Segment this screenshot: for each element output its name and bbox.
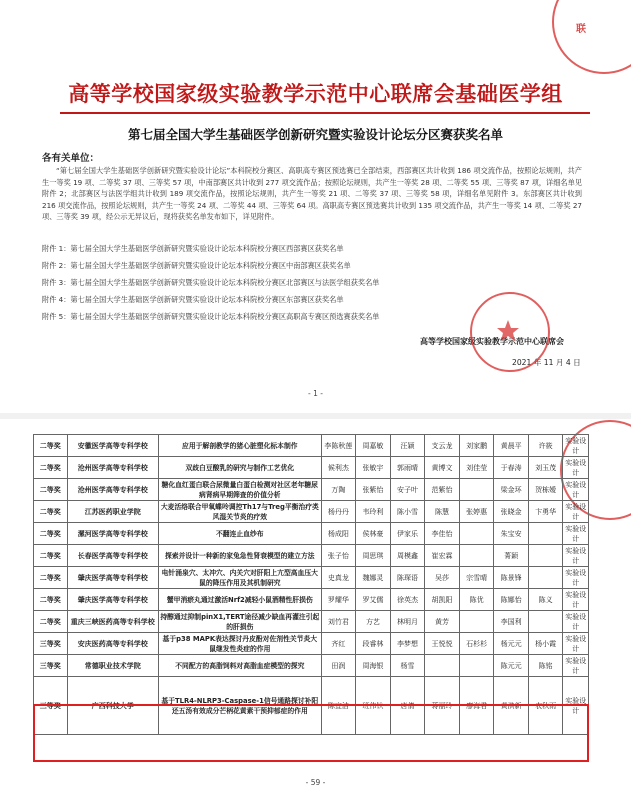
cell-m4 <box>425 655 460 677</box>
cell-m1: 齐红 <box>321 633 356 655</box>
cell-type: 实验设计 <box>563 655 589 677</box>
signature-org: 高等学校国家级实验教学示范中心联席会 <box>420 337 564 346</box>
cell-type: 实验设计 <box>563 479 589 501</box>
salutation: 各有关单位： <box>42 153 100 164</box>
table-row <box>34 589 589 611</box>
cell-m1: 张子怡 <box>321 545 356 567</box>
cell-m4: 黄芳 <box>425 611 460 633</box>
table-row <box>34 633 589 655</box>
cell-m5 <box>459 523 494 545</box>
page-separator <box>0 413 631 419</box>
cell-m1: 候利杰 <box>321 457 356 479</box>
page-number-1: - 1 - <box>308 389 323 398</box>
cell-t1: 陈娜怡 <box>494 589 529 611</box>
cell-t2: 杨小霞 <box>528 633 563 655</box>
cell-m1: 史真龙 <box>321 567 356 589</box>
cell-m2: 韦玲利 <box>356 501 391 523</box>
cell-proj: 蟹甲消瘀丸通过激活Nrf2减轻小鼠酒精性肝损伤 <box>159 589 322 611</box>
cell-t1: 梁金环 <box>494 479 529 501</box>
cell-m1: 万陶 <box>321 479 356 501</box>
cell-m4: 范紫怡 <box>425 479 460 501</box>
cell-school: 长春医学高等专科学校 <box>67 545 158 567</box>
cell-type: 实验设计 <box>563 567 589 589</box>
cell-t1: 菁颖 <box>494 545 529 567</box>
cell-type: 实验设计 <box>563 611 589 633</box>
cell-grade: 二等奖 <box>34 567 68 589</box>
cell-m2: 周思琪 <box>356 545 391 567</box>
seal-lettering: 联 <box>576 24 586 35</box>
cell-grade: 二等奖 <box>34 457 68 479</box>
cell-m4: 黄博文 <box>425 457 460 479</box>
signature-date: 2021 年 11 月 4 日 <box>512 358 581 367</box>
cell-m1: 杨丹丹 <box>321 501 356 523</box>
cell-t1: 于春涛 <box>494 457 529 479</box>
cell-t2: 农秋雨 <box>528 677 563 735</box>
cell-grade: 二等奖 <box>34 435 68 457</box>
cell-proj: 不翻连止血纱布 <box>159 523 322 545</box>
table-row <box>34 479 589 501</box>
cell-m5: 刘佳莹 <box>459 457 494 479</box>
cell-m5: 张婷惠 <box>459 501 494 523</box>
cell-t2: 刘玉茂 <box>528 457 563 479</box>
cell-m2: 段睿林 <box>356 633 391 655</box>
cell-grade: 二等奖 <box>34 479 68 501</box>
official-seal-signature <box>470 292 550 372</box>
attachment-1: 附件 1：第七届全国大学生基础医学创新研究暨实验设计论坛本科院校分赛区西部赛区获奖名单 <box>42 244 344 253</box>
cell-type: 实验设计 <box>563 633 589 655</box>
cell-m3: 林明月 <box>390 611 425 633</box>
cell-m2: 张紫怡 <box>356 479 391 501</box>
cell-m1: 杨成阳 <box>321 523 356 545</box>
cell-m5: 廖海君 <box>459 677 494 735</box>
cell-proj: 探索并设计一种新的家兔急性肾衰模型的建立方法 <box>159 545 322 567</box>
body-paragraph: “第七届全国大学生基础医学创新研究暨实验设计论坛”本科院校分赛区、高职高专赛区预选赛已全部结束，西部赛区共计收到 186 项交流作品，按照论坛规则，共产生一等奖 19 项、二等奖 37 项、三等奖 57 项，中南部赛区共计收到 277 项交流作品；按照论坛规则，共产生一等奖 28 项、二等奖 55 项、三等奖 87 项，详细名单见附件 2；北部赛区与法医学组共计收到 189 项交流作品，按照论坛规则，共产生一等奖 21 项、二等奖 37 项、三等奖 58 项，详细名单见附件 3。东部赛区共计收到 216 项交流作品，按照论坛规则，共产生一等奖 24 项、二等奖 44 项、三等奖 64 项。高职高专赛区预选赛共计收到 135 项交流作品，共产生一等奖 14 项、二等奖 27 项、三等奖 39 项，经公示无异议后，现将获奖名单发布如下，详见附件。 <box>42 166 582 222</box>
page-number-59: - 59 - <box>305 778 326 787</box>
cell-m4: 崔宏霖 <box>425 545 460 567</box>
cell-m3: 徐英杰 <box>390 589 425 611</box>
table-row <box>34 523 589 545</box>
cell-proj: 基于p38 MAPK表达探讨丹皮酚对佐剂性关节炎大鼠继发性炎症的作用 <box>159 633 322 655</box>
org-title: 高等学校国家级实验教学示范中心联席会基础医学组 <box>68 82 563 106</box>
attachment-3: 附件 3：第七届全国大学生基础医学创新研究暨实验设计论坛本科院校分赛区北部赛区与法医学组获奖名单 <box>42 278 380 287</box>
cell-m5 <box>459 655 494 677</box>
cell-m1: 李陈秋莲 <box>321 435 356 457</box>
attachment-2: 附件 2：第七届全国大学生基础医学创新研究暨实验设计论坛本科院校分赛区中南部赛区获奖名单 <box>42 261 351 270</box>
cell-t2 <box>528 567 563 589</box>
cell-m5 <box>459 545 494 567</box>
cell-t2: 许筱 <box>528 435 563 457</box>
cell-t1: 黄晨平 <box>494 435 529 457</box>
cell-m4: 蒋丽玲 <box>425 677 460 735</box>
cell-m3: 汪颖 <box>390 435 425 457</box>
cell-school: 安庆医药高等专科学校 <box>67 633 158 655</box>
cell-m3: 安子叶 <box>390 479 425 501</box>
cell-school: 广西科技大学 <box>67 677 158 735</box>
cell-proj: 大麦活络联合甲氧蝶呤调控Th17与Treg平衡治疗类风湿关节炎的疗效 <box>159 501 322 523</box>
cell-t2: 贺栋嫒 <box>528 479 563 501</box>
cell-t2: 陈铭 <box>528 655 563 677</box>
cell-m4: 胡凯阳 <box>425 589 460 611</box>
cell-school: 重庆三峡医药高等专科学校 <box>67 611 158 633</box>
cell-t2: 卞勇华 <box>528 501 563 523</box>
cell-m3: 郭雨晴 <box>390 457 425 479</box>
cell-type: 实验设计 <box>563 677 589 735</box>
cell-m2: 周嘉敏 <box>356 435 391 457</box>
official-seal-top <box>552 0 631 74</box>
cell-type: 实验设计 <box>563 545 589 567</box>
cell-grade: 二等奖 <box>34 611 68 633</box>
cell-type: 实验设计 <box>563 435 589 457</box>
cell-m2: 张敏宇 <box>356 457 391 479</box>
cell-m1: 刘竹君 <box>321 611 356 633</box>
cell-proj: 持醇通过抑制pinX1,TERT途径减少缺血再灌注引起的肝损伤 <box>160 612 320 631</box>
attachment-4: 附件 4：第七届全国大学生基础医学创新研究暨实验设计论坛本科院校分赛区东部赛区获奖名单 <box>42 295 344 304</box>
table-row <box>34 545 589 567</box>
cell-school: 肇庆医学高等专科学校 <box>67 567 158 589</box>
cell-grade: 三等奖 <box>34 655 68 677</box>
table-row <box>34 655 589 677</box>
cell-proj: 应用于解剖教学的猪心脏塑化标本制作 <box>159 435 322 457</box>
cell-m2: 侯林豪 <box>356 523 391 545</box>
cell-t2 <box>528 545 563 567</box>
table-row <box>34 435 589 457</box>
cell-t1: 朱宝安 <box>494 523 529 545</box>
cell-t1: 黄洪新 <box>494 677 529 735</box>
cell-m2: 方艺 <box>356 611 391 633</box>
cell-m3: 李梦想 <box>390 633 425 655</box>
cell-grade: 三等奖 <box>34 677 68 735</box>
cell-proj: 电针涌泉穴、太冲穴、内关穴对肝阳上亢型高血压大鼠的降压作用及其机制研究 <box>159 567 322 589</box>
cell-school: 安徽医学高等专科学校 <box>67 435 158 457</box>
cell-m3: 陈琛语 <box>390 567 425 589</box>
cell-m5 <box>459 611 494 633</box>
cell-m3: 唐倩 <box>390 677 425 735</box>
cell-m2: 罗艾儒 <box>356 589 391 611</box>
cell-school: 江苏医药职业学院 <box>67 501 158 523</box>
cell-m2: 班伟钬 <box>356 677 391 735</box>
cell-m5: 宗雪晴 <box>459 567 494 589</box>
cell-school: 沧州医学高等专科学校 <box>67 457 158 479</box>
cell-t1: 陈景锋 <box>494 567 529 589</box>
cell-m5: 石杉杉 <box>459 633 494 655</box>
cell-t2 <box>528 523 563 545</box>
cell-grade: 二等奖 <box>34 501 68 523</box>
cell-type: 实验设计 <box>563 457 589 479</box>
cell-grade: 二等奖 <box>34 523 68 545</box>
attachment-5: 附件 5：第七届全国大学生基础医学创新研究暨实验设计论坛本科院校分赛区高职高专赛区预选赛获奖名单 <box>42 312 380 321</box>
cell-grade: 二等奖 <box>34 545 68 567</box>
cell-m4: 李佳怡 <box>425 523 460 545</box>
cell-m5: 刘家鹏 <box>459 435 494 457</box>
table-row <box>34 501 589 523</box>
cell-m3: 陈小雪 <box>390 501 425 523</box>
cell-m1: 田润 <box>321 655 356 677</box>
cell-t1: 张晓金 <box>494 501 529 523</box>
cell-type: 实验设计 <box>563 523 589 545</box>
awards-table <box>33 434 589 735</box>
cell-type: 实验设计 <box>563 501 589 523</box>
cell-m4: 陈慧 <box>425 501 460 523</box>
cell-t2 <box>528 611 563 633</box>
red-divider <box>60 112 590 114</box>
cell-proj: 不同配方的高脂饲料对高脂血症模型的探究 <box>159 655 322 677</box>
table-row <box>34 567 589 589</box>
cell-type: 实验设计 <box>563 589 589 611</box>
cell-school: 常德职业技术学院 <box>67 655 158 677</box>
cell-grade: 二等奖 <box>34 589 68 611</box>
seal-star-icon <box>470 292 546 368</box>
cell-school: 漯河医学高等专科学校 <box>67 523 158 545</box>
cell-m4: 支云龙 <box>425 435 460 457</box>
table-row <box>34 611 589 633</box>
cell-proj: 基于TLR4-NLRP3-Caspase-1信号通路探讨补阳还五汤有效成分芒柄花黄素干预抑郁症的作用 <box>159 677 322 735</box>
cell-m4: 王悦悦 <box>425 633 460 655</box>
cell-school: 沧州医学高等专科学校 <box>67 479 158 501</box>
cell-t2: 陈义 <box>528 589 563 611</box>
highlight-box <box>33 704 589 762</box>
cell-m3: 杨雪 <box>390 655 425 677</box>
cell-t1: 杨元元 <box>494 633 529 655</box>
cell-grade: 三等奖 <box>34 633 68 655</box>
document-title: 第七届全国大学生基础医学创新研究暨实验设计论坛分区赛获奖名单 <box>127 127 503 142</box>
cell-m1: 罗耀华 <box>321 589 356 611</box>
cell-m3: 伊家乐 <box>390 523 425 545</box>
cell-m5: 陈优 <box>459 589 494 611</box>
cell-m3: 周模鑫 <box>390 545 425 567</box>
cell-proj: 糖化血红蛋白联合尿微量白蛋白检测对社区老年糖尿病肾病早期筛查的价值分析 <box>159 479 322 501</box>
cell-proj: 双歧白豆酸乳的研究与制作工艺优化 <box>159 457 322 479</box>
cell-m5 <box>459 479 494 501</box>
cell-m2: 周海银 <box>356 655 391 677</box>
cell-school: 肇庆医学高等专科学校 <box>67 589 158 611</box>
cell-m1: 陈宜洁 <box>321 677 356 735</box>
cell-m2: 魏娜灵 <box>356 567 391 589</box>
cell-m4: 吴莎 <box>425 567 460 589</box>
table-row <box>34 457 589 479</box>
cell-t1: 李国利 <box>494 611 529 633</box>
cell-t1: 陈元元 <box>494 655 529 677</box>
